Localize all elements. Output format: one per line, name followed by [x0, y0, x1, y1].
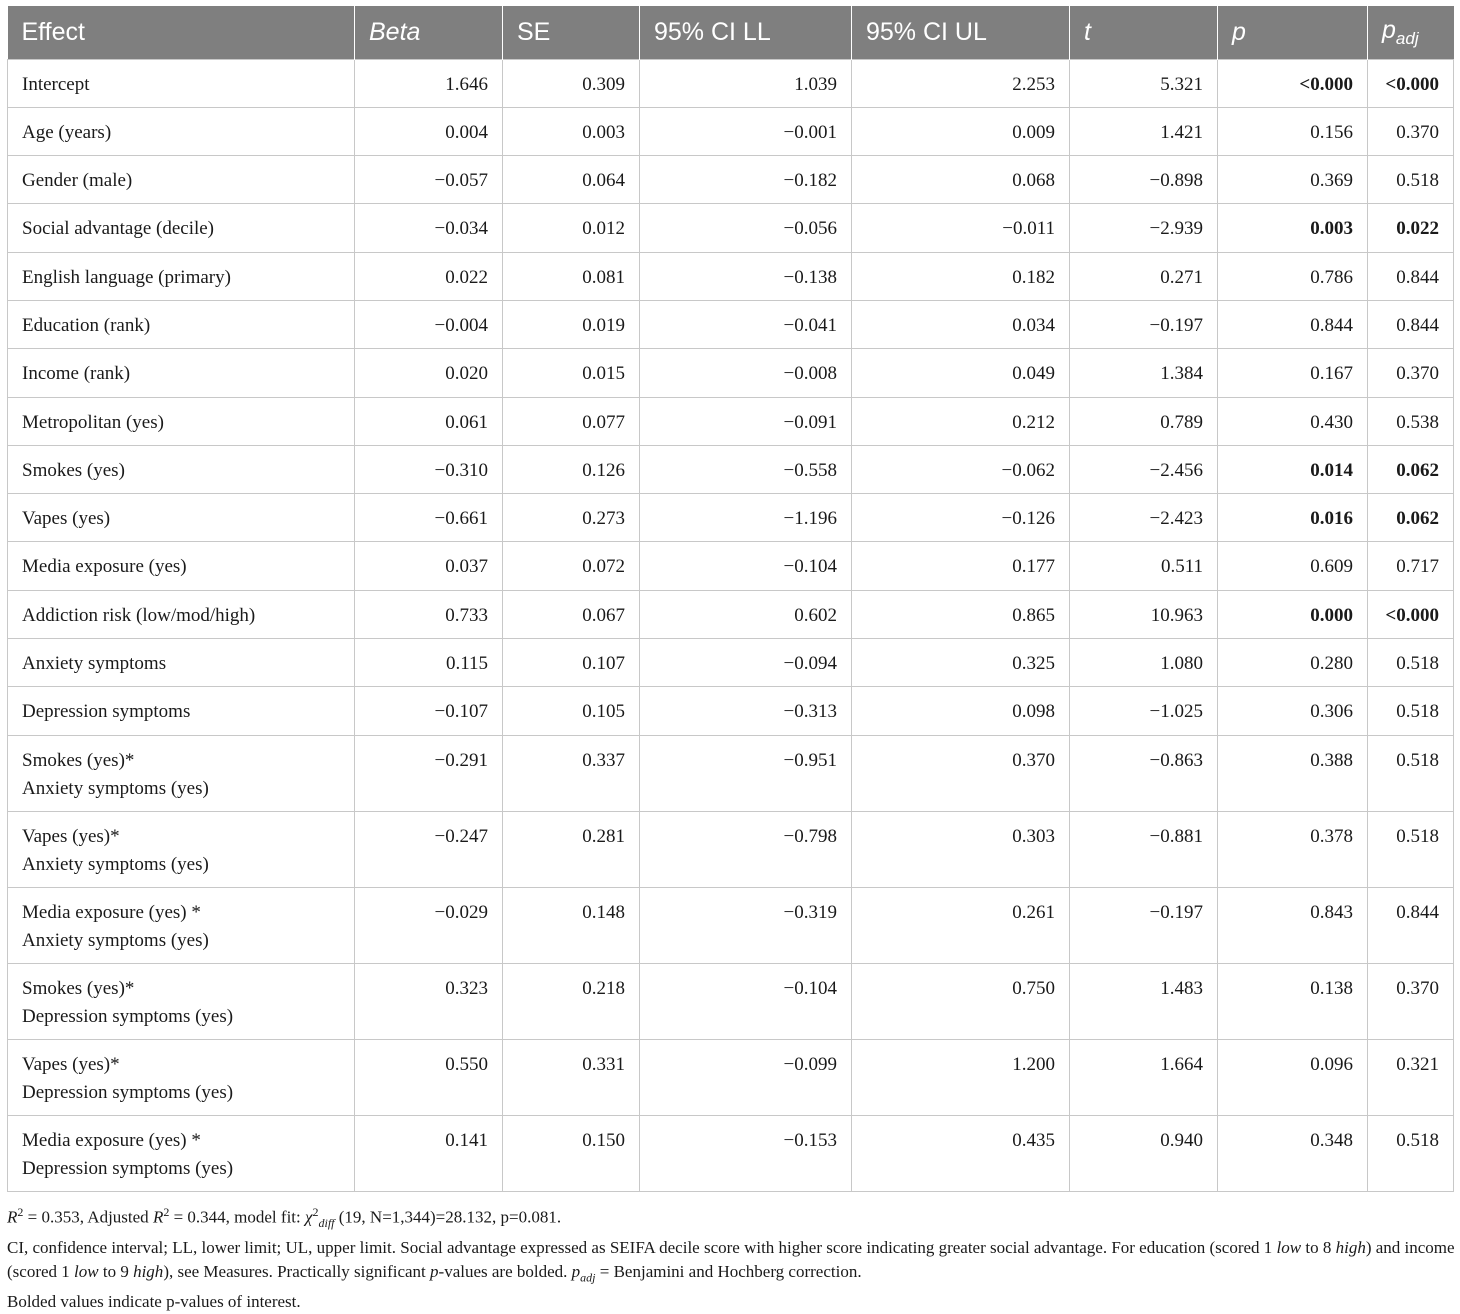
cell-effect: [8, 204, 355, 252]
cell-p-adj: 0.518: [1368, 156, 1454, 204]
cell-ci-ll: −0.104: [640, 963, 852, 1039]
cell-t: −0.881: [1070, 811, 1218, 887]
header-p-adj-p: p: [1382, 15, 1396, 44]
table-row: [8, 252, 1454, 300]
cell-ci-ul: 0.303: [852, 811, 1070, 887]
effect-label: Income (rank): [22, 363, 131, 385]
header-p: p: [1218, 6, 1368, 59]
cell-beta: 1.646: [355, 59, 503, 107]
cell-se: 0.126: [503, 445, 640, 493]
cell-ci-ll: 0.602: [640, 590, 852, 638]
cell-beta: −0.291: [355, 735, 503, 811]
table-row: [8, 542, 1454, 590]
cell-p: 0.609: [1218, 542, 1368, 590]
header-p-adj-sub: adj: [1395, 28, 1419, 48]
note-chi-sub: diff: [318, 1216, 335, 1231]
cell-effect: [8, 397, 355, 445]
header-t: t: [1070, 6, 1218, 59]
cell-beta: −0.310: [355, 445, 503, 493]
cell-effect: [8, 252, 355, 300]
cell-se: 0.105: [503, 687, 640, 735]
cell-p-adj: 0.844: [1368, 887, 1454, 963]
cell-ci-ul: 0.098: [852, 687, 1070, 735]
cell-p: <0.000: [1218, 59, 1368, 107]
table-row: [8, 811, 1454, 887]
table-notes: [7, 1200, 1457, 1314]
effect-label: Media exposure (yes): [22, 556, 187, 578]
cell-t: −2.939: [1070, 204, 1218, 252]
note2-g: = Benjamini and Hochberg correction.: [595, 1262, 862, 1282]
cell-ci-ul: 0.435: [852, 1115, 1070, 1191]
note-text-a: = 0.353, Adjusted: [23, 1207, 153, 1227]
cell-t: 1.384: [1070, 349, 1218, 397]
cell-beta: −0.247: [355, 811, 503, 887]
header-se: SE: [503, 6, 640, 59]
table-row: [8, 300, 1454, 348]
cell-se: 0.273: [503, 494, 640, 542]
cell-ci-ul: 0.009: [852, 107, 1070, 155]
cell-p: 0.786: [1218, 252, 1368, 300]
cell-effect: [8, 639, 355, 687]
cell-p-adj: 0.844: [1368, 300, 1454, 348]
table-row: [8, 494, 1454, 542]
effect-label: Age (years): [22, 121, 112, 143]
cell-p-adj: 0.370: [1368, 963, 1454, 1039]
effect-label-line2: Depression symptoms (yes): [22, 1005, 234, 1027]
note2-d: to 9: [98, 1262, 134, 1282]
effect-label-line2: Anxiety symptoms (yes): [22, 853, 209, 875]
cell-t: 10.963: [1070, 590, 1218, 638]
header-beta: Beta: [355, 6, 503, 59]
cell-ci-ul: 0.865: [852, 590, 1070, 638]
effect-label: Anxiety symptoms: [22, 653, 167, 675]
table-row: [8, 204, 1454, 252]
effect-label: Vapes (yes)*: [22, 1053, 120, 1075]
cell-se: 0.337: [503, 735, 640, 811]
note-r: R: [7, 1207, 18, 1227]
cell-se: 0.067: [503, 590, 640, 638]
cell-p: 0.138: [1218, 963, 1368, 1039]
note-bolded: Bolded values indicate p-values of interest.: [7, 1291, 301, 1311]
note2-p: p: [430, 1262, 439, 1282]
cell-p: 0.430: [1218, 397, 1368, 445]
effect-label-line2: Depression symptoms (yes): [22, 1157, 234, 1179]
effect-label: Addiction risk (low/mod/high): [22, 604, 256, 626]
cell-p-adj: 0.518: [1368, 811, 1454, 887]
cell-beta: 0.115: [355, 639, 503, 687]
cell-ci-ul: −0.062: [852, 445, 1070, 493]
cell-beta: 0.004: [355, 107, 503, 155]
cell-p-adj: 0.370: [1368, 349, 1454, 397]
table-row: [8, 735, 1454, 811]
effect-label-line2: Anxiety symptoms (yes): [22, 777, 209, 799]
cell-ci-ll: −0.056: [640, 204, 852, 252]
effect-label-line2: Anxiety symptoms (yes): [22, 929, 209, 951]
cell-ci-ul: 2.253: [852, 59, 1070, 107]
cell-p-adj: 0.518: [1368, 687, 1454, 735]
table-row: [8, 1115, 1454, 1191]
cell-se: 0.081: [503, 252, 640, 300]
effect-label: Intercept: [22, 73, 90, 95]
cell-ci-ul: 0.049: [852, 349, 1070, 397]
cell-ci-ul: 0.370: [852, 735, 1070, 811]
cell-effect: [8, 445, 355, 493]
cell-effect: [8, 1115, 355, 1191]
cell-t: −0.863: [1070, 735, 1218, 811]
cell-ci-ll: −0.951: [640, 735, 852, 811]
note2-high1: high: [1335, 1237, 1366, 1257]
note-model-fit: [7, 1200, 1457, 1236]
cell-t: 5.321: [1070, 59, 1218, 107]
cell-p: 0.378: [1218, 811, 1368, 887]
note2-a: CI, confidence interval; LL, lower limit; UL, upper limit. Social advantage expressed as SEIFA decile score with higher score indicating greater social advantage. For education (scored 1: [7, 1237, 1277, 1257]
regression-table-container: [7, 6, 1453, 1192]
cell-ci-ll: 1.039: [640, 59, 852, 107]
cell-p: 0.167: [1218, 349, 1368, 397]
cell-ci-ll: −0.313: [640, 687, 852, 735]
regression-table: [7, 6, 1454, 1192]
note2-low1: low: [1276, 1237, 1302, 1257]
table-row: [8, 887, 1454, 963]
cell-ci-ll: −0.558: [640, 445, 852, 493]
note2-b: to 8: [1301, 1237, 1336, 1257]
cell-ci-ul: 0.261: [852, 887, 1070, 963]
table-row: [8, 639, 1454, 687]
note-chi-sup: 2: [312, 1205, 319, 1219]
cell-se: 0.003: [503, 107, 640, 155]
cell-ci-ll: −0.041: [640, 300, 852, 348]
note-r-sup: 2: [17, 1205, 24, 1219]
note-r2-sup: 2: [163, 1205, 170, 1219]
cell-se: 0.077: [503, 397, 640, 445]
cell-p-adj: 0.321: [1368, 1039, 1454, 1115]
cell-p: 0.369: [1218, 156, 1368, 204]
cell-p-adj: 0.717: [1368, 542, 1454, 590]
cell-beta: 0.061: [355, 397, 503, 445]
cell-p: 0.348: [1218, 1115, 1368, 1191]
cell-p-adj: 0.518: [1368, 639, 1454, 687]
cell-se: 0.148: [503, 887, 640, 963]
cell-beta: 0.323: [355, 963, 503, 1039]
effect-label: Gender (male): [22, 170, 133, 192]
cell-ci-ul: 0.212: [852, 397, 1070, 445]
cell-p-adj: 0.062: [1368, 494, 1454, 542]
cell-ci-ll: −0.104: [640, 542, 852, 590]
note2-c: ) and income (scored 1: [7, 1237, 1455, 1282]
note-text-b: = 0.344, model fit:: [169, 1207, 305, 1227]
cell-beta: 0.037: [355, 542, 503, 590]
cell-effect: [8, 963, 355, 1039]
cell-t: −2.423: [1070, 494, 1218, 542]
cell-ci-ul: 0.325: [852, 639, 1070, 687]
cell-beta: −0.029: [355, 887, 503, 963]
cell-t: 1.483: [1070, 963, 1218, 1039]
cell-p: 0.844: [1218, 300, 1368, 348]
cell-se: 0.281: [503, 811, 640, 887]
note-text-c: (19, N=1,344)=28.132, p=0.081.: [334, 1207, 562, 1227]
effect-label: Metropolitan (yes): [22, 411, 164, 433]
table-row: [8, 107, 1454, 155]
cell-p-adj: 0.062: [1368, 445, 1454, 493]
cell-ci-ul: 1.200: [852, 1039, 1070, 1115]
cell-se: 0.150: [503, 1115, 640, 1191]
cell-p: 0.014: [1218, 445, 1368, 493]
cell-effect: [8, 887, 355, 963]
cell-se: 0.331: [503, 1039, 640, 1115]
cell-t: 0.271: [1070, 252, 1218, 300]
effect-label: Education (rank): [22, 314, 151, 336]
table-row: [8, 1039, 1454, 1115]
cell-se: 0.064: [503, 156, 640, 204]
cell-ci-ul: 0.750: [852, 963, 1070, 1039]
cell-t: 0.789: [1070, 397, 1218, 445]
cell-effect: [8, 687, 355, 735]
cell-ci-ll: −0.153: [640, 1115, 852, 1191]
header-p-adj: [1368, 6, 1454, 59]
cell-p: 0.843: [1218, 887, 1368, 963]
cell-ci-ll: −0.099: [640, 1039, 852, 1115]
effect-label: Media exposure (yes) *: [22, 901, 201, 923]
note2-padj-sub: adj: [580, 1270, 596, 1285]
note2-padj-p: p: [571, 1262, 581, 1282]
cell-p: 0.096: [1218, 1039, 1368, 1115]
note-abbreviations: [7, 1236, 1457, 1290]
effect-label: Depression symptoms: [22, 701, 191, 723]
cell-ci-ll: −0.798: [640, 811, 852, 887]
cell-p-adj: 0.370: [1368, 107, 1454, 155]
cell-ci-ll: −0.138: [640, 252, 852, 300]
cell-beta: 0.550: [355, 1039, 503, 1115]
cell-p-adj: 0.518: [1368, 735, 1454, 811]
table-row: [8, 687, 1454, 735]
effect-label: English language (primary): [22, 266, 231, 288]
cell-beta: 0.020: [355, 349, 503, 397]
cell-t: −0.898: [1070, 156, 1218, 204]
cell-t: 0.511: [1070, 542, 1218, 590]
effect-label-line2: Depression symptoms (yes): [22, 1081, 234, 1103]
cell-ci-ll: −0.091: [640, 397, 852, 445]
cell-beta: 0.022: [355, 252, 503, 300]
cell-t: 0.940: [1070, 1115, 1218, 1191]
table-row: [8, 963, 1454, 1039]
table-row: [8, 349, 1454, 397]
cell-p-adj: <0.000: [1368, 59, 1454, 107]
cell-se: 0.015: [503, 349, 640, 397]
cell-p: 0.000: [1218, 590, 1368, 638]
cell-effect: [8, 590, 355, 638]
cell-se: 0.012: [503, 204, 640, 252]
note2-high2: high: [133, 1262, 164, 1282]
table-row: [8, 59, 1454, 107]
cell-se: 0.072: [503, 542, 640, 590]
cell-ci-ll: −0.001: [640, 107, 852, 155]
cell-se: 0.107: [503, 639, 640, 687]
note-r2: R: [152, 1207, 164, 1227]
header-effect: Effect: [8, 6, 355, 59]
cell-t: −1.025: [1070, 687, 1218, 735]
cell-ci-ul: −0.011: [852, 204, 1070, 252]
cell-effect: [8, 107, 355, 155]
cell-effect: [8, 156, 355, 204]
effect-label: Media exposure (yes) *: [22, 1129, 201, 1151]
cell-ci-ul: 0.182: [852, 252, 1070, 300]
cell-effect: [8, 59, 355, 107]
table-row: [8, 590, 1454, 638]
cell-p-adj: <0.000: [1368, 590, 1454, 638]
cell-p: 0.156: [1218, 107, 1368, 155]
cell-t: 1.664: [1070, 1039, 1218, 1115]
cell-ci-ll: −0.008: [640, 349, 852, 397]
effect-label: Smokes (yes): [22, 459, 125, 481]
cell-se: 0.309: [503, 59, 640, 107]
cell-p: 0.280: [1218, 639, 1368, 687]
note-chi: χ: [305, 1207, 313, 1227]
table-row: [8, 445, 1454, 493]
cell-beta: −0.057: [355, 156, 503, 204]
cell-ci-ul: 0.177: [852, 542, 1070, 590]
cell-beta: 0.141: [355, 1115, 503, 1191]
cell-p-adj: 0.844: [1368, 252, 1454, 300]
cell-beta: 0.733: [355, 590, 503, 638]
cell-t: −0.197: [1070, 300, 1218, 348]
effect-label: Smokes (yes)*: [22, 749, 135, 771]
cell-p: 0.016: [1218, 494, 1368, 542]
cell-p-adj: 0.022: [1368, 204, 1454, 252]
cell-effect: [8, 735, 355, 811]
cell-effect: [8, 811, 355, 887]
cell-beta: −0.004: [355, 300, 503, 348]
cell-p: 0.003: [1218, 204, 1368, 252]
cell-beta: −0.661: [355, 494, 503, 542]
cell-se: 0.218: [503, 963, 640, 1039]
table-body: [8, 59, 1454, 1191]
cell-beta: −0.107: [355, 687, 503, 735]
cell-effect: [8, 1039, 355, 1115]
cell-ci-ll: −0.319: [640, 887, 852, 963]
effect-label: Social advantage (decile): [22, 218, 215, 240]
effect-label: Vapes (yes): [22, 508, 111, 530]
note2-low2: low: [74, 1262, 99, 1282]
cell-effect: [8, 542, 355, 590]
note2-e: ), see Measures. Practically significant: [163, 1262, 431, 1282]
table-row: [8, 156, 1454, 204]
cell-ci-ll: −1.196: [640, 494, 852, 542]
cell-effect: [8, 494, 355, 542]
cell-ci-ul: 0.068: [852, 156, 1070, 204]
cell-beta: −0.034: [355, 204, 503, 252]
table-row: [8, 397, 1454, 445]
note2-f: -values are bolded.: [438, 1262, 572, 1282]
table-header-row: [8, 6, 1454, 59]
header-ci-ll: 95% CI LL: [640, 6, 852, 59]
cell-effect: [8, 349, 355, 397]
cell-t: 1.080: [1070, 639, 1218, 687]
cell-ci-ul: 0.034: [852, 300, 1070, 348]
cell-t: 1.421: [1070, 107, 1218, 155]
cell-p-adj: 0.538: [1368, 397, 1454, 445]
effect-label: Smokes (yes)*: [22, 977, 135, 999]
cell-p-adj: 0.518: [1368, 1115, 1454, 1191]
cell-ci-ul: −0.126: [852, 494, 1070, 542]
header-ci-ul: 95% CI UL: [852, 6, 1070, 59]
cell-t: −2.456: [1070, 445, 1218, 493]
effect-label: Vapes (yes)*: [22, 825, 120, 847]
cell-ci-ll: −0.094: [640, 639, 852, 687]
cell-ci-ll: −0.182: [640, 156, 852, 204]
cell-p: 0.306: [1218, 687, 1368, 735]
cell-se: 0.019: [503, 300, 640, 348]
cell-t: −0.197: [1070, 887, 1218, 963]
cell-effect: [8, 300, 355, 348]
cell-p: 0.388: [1218, 735, 1368, 811]
